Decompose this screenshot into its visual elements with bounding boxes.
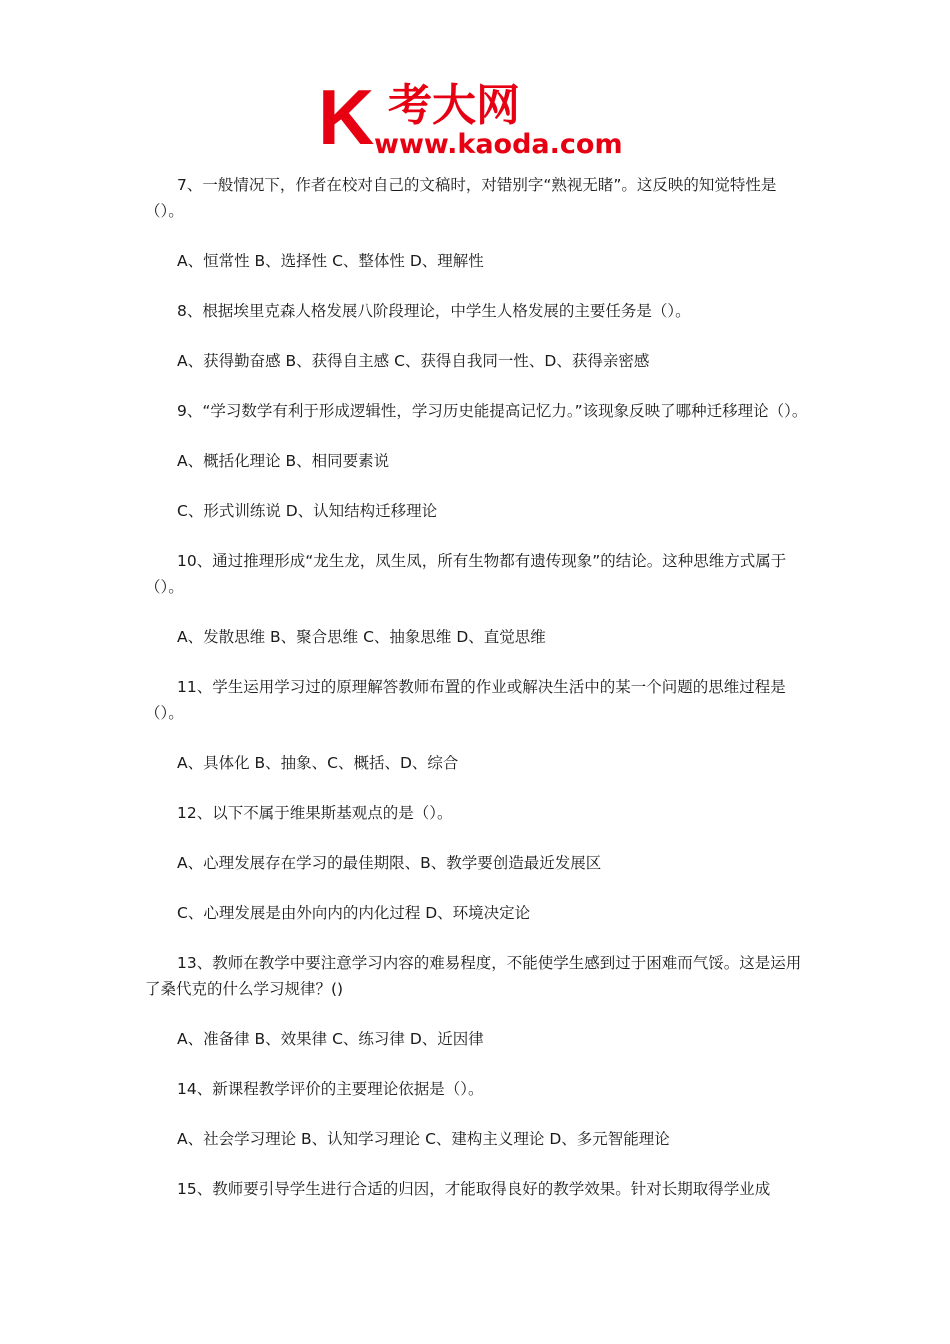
kaoda-logo (318, 80, 648, 160)
kaoda-logo-graphic (318, 80, 648, 160)
logo-cn-name: 考大网 (388, 80, 520, 131)
options-11: A、具体化 B、抽象、C、概括、D、综合 (177, 754, 459, 772)
question-13: 13、教师在教学中要注意学习内容的难易程度，不能使学生感到过于困难而气馁。这是运用了桑代克的什么学习规律？() (145, 954, 802, 998)
options-10: A、发散思维 B、聚合思维 C、抽象思维 D、直觉思维 (177, 628, 546, 646)
logo-url: www.kaoda.com (374, 129, 623, 160)
question-14: 14、新课程教学评价的主要理论依据是（）。 (177, 1080, 484, 1098)
question-8: 8、根据埃里克森人格发展八阶段理论，中学生人格发展的主要任务是（）。 (177, 302, 691, 320)
question-12: 12、以下不属于维果斯基观点的是（）。 (177, 804, 453, 822)
options-9-cd: C、形式训练说 D、认知结构迁移理论 (177, 502, 438, 520)
question-10: 10、通过推理形成“龙生龙，凤生凤，所有生物都有遗传现象”的结论。这种思维方式属于（）。 (145, 552, 787, 596)
question-content (145, 172, 810, 1226)
options-9-ab: A、概括化理论 B、相同要素说 (177, 452, 390, 470)
logo-k-letter: K (318, 80, 375, 160)
options-13: A、准备律 B、效果律 C、练习律 D、近因律 (177, 1030, 484, 1048)
options-12-ab: A、心理发展存在学习的最佳期限、B、教学要创造最近发展区 (177, 854, 602, 872)
question-7: 7、一般情况下，作者在校对自己的文稿时，对错别字“熟视无睹”。这反映的知觉特性是（）。 (145, 176, 777, 220)
question-11: 11、学生运用学习过的原理解答教师布置的作业或解决生活中的某一个问题的思维过程是（）。 (145, 678, 786, 722)
options-7: A、恒常性 B、选择性 C、整体性 D、理解性 (177, 252, 484, 270)
question-15: 15、教师要引导学生进行合适的归因，才能取得良好的教学效果。针对长期取得学业成 (177, 1180, 771, 1198)
options-8: A、获得勤奋感 B、获得自主感 C、获得自我同一性、D、获得亲密感 (177, 352, 650, 370)
question-9: 9、“学习数学有利于形成逻辑性，学习历史能提高记忆力。”该现象反映了哪种迁移理论（）。 (177, 402, 808, 420)
options-14: A、社会学习理论 B、认知学习理论 C、建构主义理论 D、多元智能理论 (177, 1130, 670, 1148)
options-12-cd: C、心理发展是由外向内的内化过程 D、环境决定论 (177, 904, 531, 922)
